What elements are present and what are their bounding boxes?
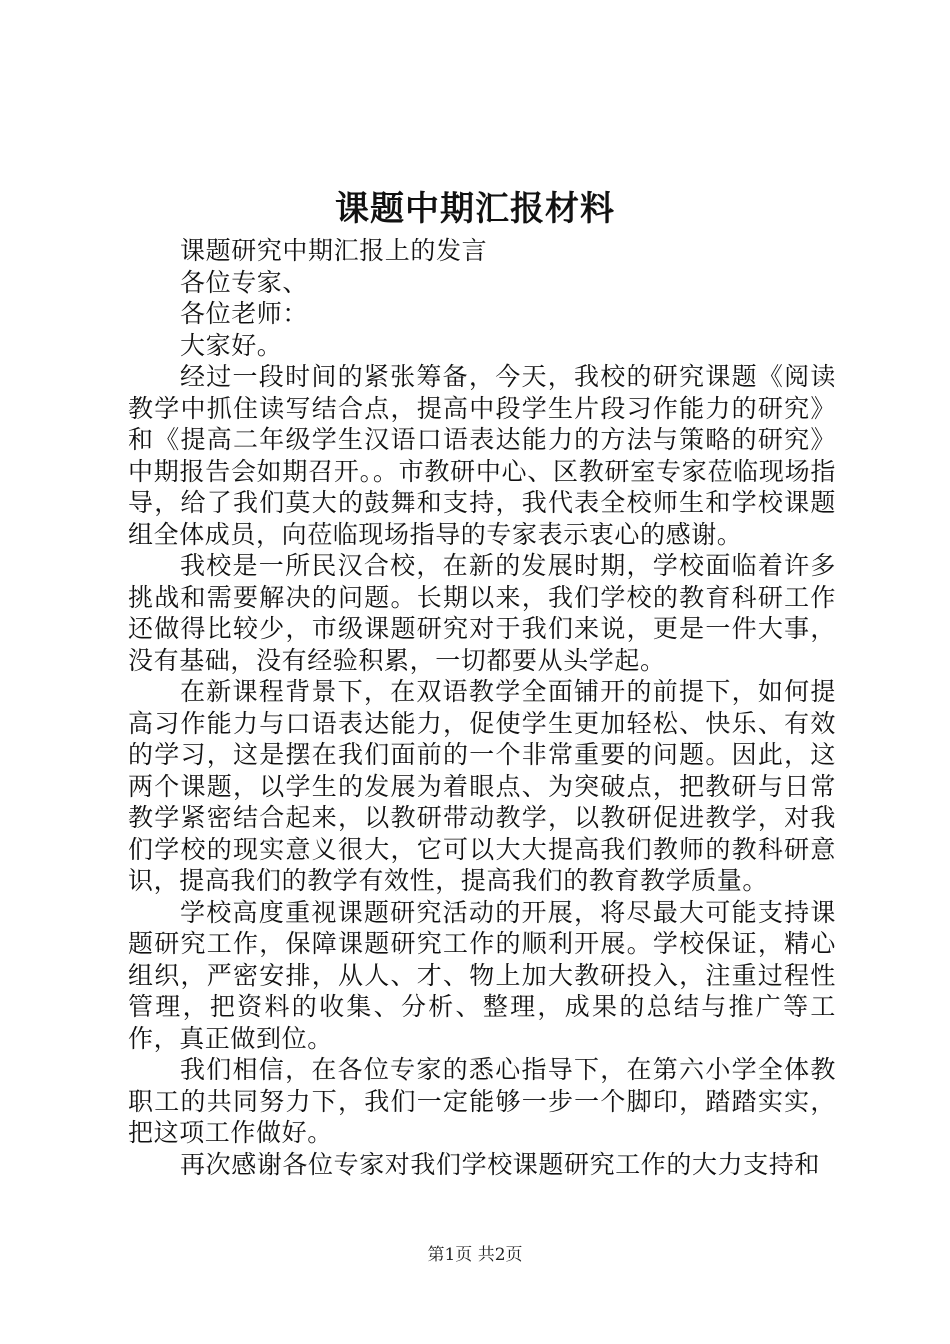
paragraph-salutation-teachers: 各位老师：	[180, 299, 309, 328]
paragraph-heading: 课题研究中期汇报上的发言	[180, 236, 488, 265]
paragraph-greeting: 大家好。	[180, 330, 283, 360]
paragraph-school-background: 我校是一所民汉合校，在新的发展时期，学校面临着许多挑战和需要解决的问题。长期以来，我们学校的教育科研工作还做得比较少，市级课题研究对于我们来说，更是一件大事，没有基础，没有经验积累，一切都要从头学起。	[128, 551, 836, 675]
document-body	[128, 235, 836, 1180]
document-title: 课题中期汇报材料	[335, 189, 615, 229]
paragraph-salutation-experts: 各位专家、	[180, 267, 309, 297]
paragraph-confidence: 我们相信，在各位专家的悉心指导下，在第六小学全体教职工的共同努力下，我们一定能够一步一个脚印，踏踏实实，把这项工作做好。	[128, 1055, 836, 1147]
paragraph-school-support: 学校高度重视课题研究活动的开展，将尽最大可能支持课题研究工作，保障课题研究工作的顺利开展。学校保证，精心组织，严密安排，从人、才、物上加大教研投入，注重过程性管理，把资料的收集、分析、整理，成果的总结与推广等工作，真正做到位。	[128, 897, 836, 1053]
paragraph-thanks: 再次感谢各位专家对我们学校课题研究工作的大力支持和	[180, 1149, 821, 1179]
page-footer: 第1页 共2页	[427, 1245, 523, 1265]
paragraph-introduction: 经过一段时间的紧张筹备，今天，我校的研究课题《阅读教学中抓住读写结合点，提高中段学生片段习作能力的研究》和《提高二年级学生汉语口语表达能力的方法与策略的研究》中期报告会如期召开。。市教研中心、区教研室专家莅临现场指导，给了我们莫大的鼓舞和支持，我代表全校师生和学校课题组全体成员，向莅临现场指导的专家表示衷心的感谢。	[128, 362, 836, 549]
paragraph-significance: 在新课程背景下，在双语教学全面铺开的前提下，如何提高习作能力与口语表达能力，促使学生更加轻松、快乐、有效的学习，这是摆在我们面前的一个非常重要的问题。因此，这两个课题，以学生的发展为着眼点、为突破点，把教研与日常教学紧密结合起来，以教研带动教学，以教研促进教学，对我们学校的现实意义很大，它可以大大提高我们教师的教科研意识，提高我们的教学有效性，提高我们的教育教学质量。	[128, 677, 836, 895]
